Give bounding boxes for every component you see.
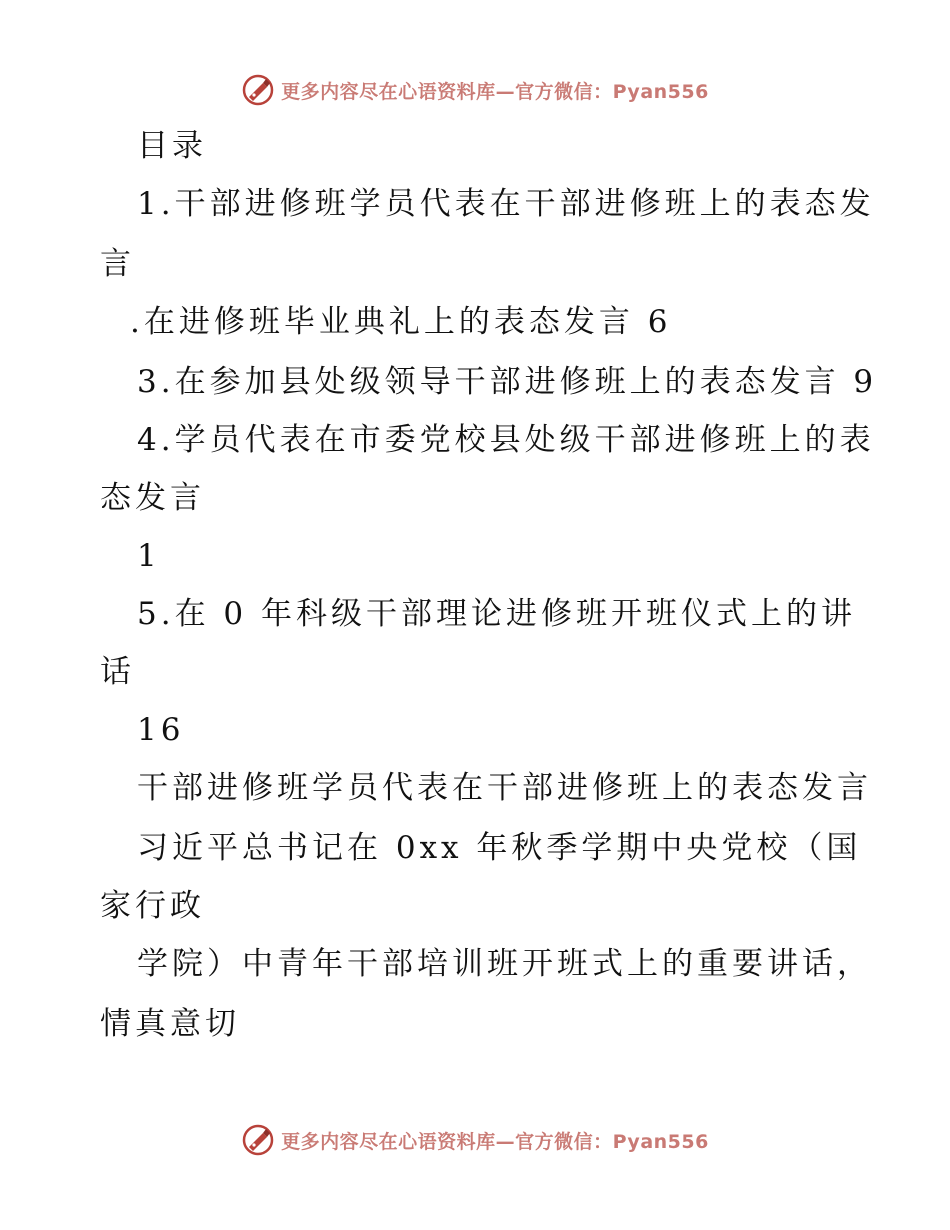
toc-item-1: 1.干部进修班学员代表在干部进修班上的表态发 <box>137 186 875 222</box>
toc-item-4-cont: 态发言 <box>100 480 205 516</box>
pen-logo-icon <box>241 73 275 107</box>
toc-item-4-page: 1 <box>137 538 161 574</box>
toc-item-5-page: 16 <box>137 712 185 748</box>
toc-item-5: 5.在 0 年科级干部理论进修班开班仪式上的讲 <box>137 596 857 632</box>
paragraph-line-4: 情真意切 <box>100 1006 240 1042</box>
paragraph-line-2: 家行政 <box>100 888 205 924</box>
toc-item-1-cont: 言 <box>100 246 135 282</box>
watermark-header <box>0 70 950 110</box>
toc-heading: 目录 <box>137 128 207 164</box>
watermark-text: 更多内容尽在心语资料库—官方微信：Pyan556 <box>281 1130 709 1153</box>
paragraph-line-3: 学院）中青年干部培训班开班式上的重要讲话， <box>137 946 872 982</box>
watermark-footer <box>0 1120 950 1160</box>
pen-logo-icon <box>241 1123 275 1157</box>
paragraph-line-1: 习近平总书记在 0xx 年秋季学期中央党校（国 <box>137 830 862 866</box>
watermark-text: 更多内容尽在心语资料库—官方微信：Pyan556 <box>281 80 709 103</box>
toc-item-3: 3.在参加县处级领导干部进修班上的表态发言 9 <box>137 364 878 400</box>
section-title: 干部进修班学员代表在干部进修班上的表态发言 <box>137 770 872 806</box>
toc-item-4: 4.学员代表在市委党校县处级干部进修班上的表 <box>137 422 875 458</box>
toc-item-5-cont: 话 <box>100 654 135 690</box>
toc-item-2: .在进修班毕业典礼上的表态发言 6 <box>130 304 672 340</box>
